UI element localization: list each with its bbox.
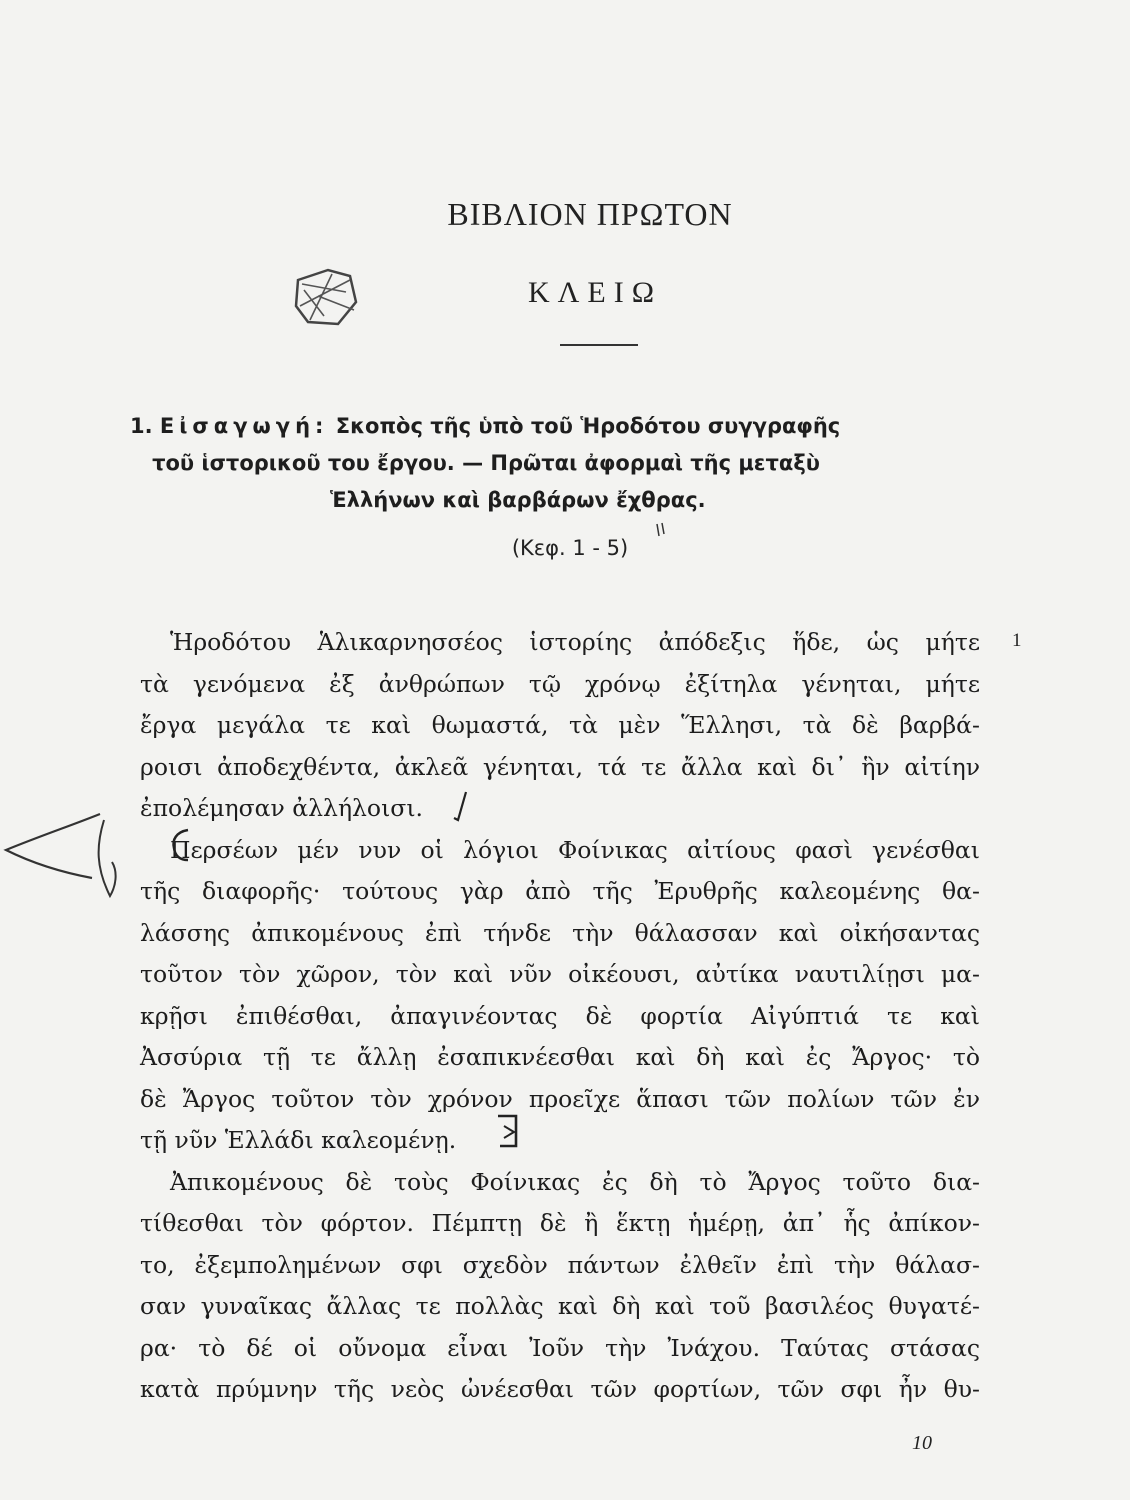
chapter-reference: (Κεφ. 1 - 5) (511, 536, 629, 560)
title-divider (560, 344, 638, 346)
section-heading (130, 408, 980, 519)
text-line: Ἀπικομένους δὲ τοὺς Φοίνικας ἐς δὴ τὸ Ἄργος τοῦτο δια- (170, 1167, 980, 1196)
section-heading-line-2: τοῦ ἱστορικοῦ του ἔργου. — Πρῶται ἀφορμαὶ τῆς μεταξὺ (152, 451, 820, 475)
text-line: κατὰ πρύμνην τῆς νεὸς ὠνέεσθαι τῶν φορτίων, τῶν σφι ἦν θυ- (140, 1375, 980, 1403)
text-line: το, ἐξεμπολημένων σφι σχεδὸν πάντων ἐλθεῖν ἐπὶ τὴν θάλασ- (140, 1250, 980, 1279)
text-line: Ἀσσύρια τῇ τε ἄλλῃ ἐσαπικνέεσθαι καὶ δὴ καὶ ἐς Ἄργος· τὸ (140, 1043, 980, 1071)
text-line: Περσέων μέν νυν οἱ λόγιοι Φοίνικας αἰτίους φασὶ γενέσθαι (170, 835, 980, 864)
body-text (140, 622, 980, 1411)
text-line: κρῇσι ἐπιθέσθαι, ἀπαγινέοντας δὲ φορτία Αἰγύπτιά τε καὶ (140, 1001, 980, 1030)
text-line: τὰ γενόμενα ἐξ ἀνθρώπων τῷ χρόνῳ ἐξίτηλα γένηται, μήτε (140, 669, 980, 698)
section-heading-line-1 (130, 408, 980, 445)
book-title: ΒΙΒΛΙΟΝ ΠΡΩΤΟΝ (447, 196, 733, 232)
text-line: τῆς διαφορῆς· τούτους γὰρ ἀπὸ τῆς Ἐρυθρῆς καλεομένης θα- (140, 877, 980, 905)
text-line: Ἡροδότου Ἁλικαρνησσέος ἱστορίης ἀπόδεξις ἥδε, ὡς μήτε (170, 628, 980, 656)
section-number: 1. (130, 414, 153, 438)
text-line: τοῦτον τὸν χῶρον, τὸν καὶ νῦν οἰκέουσι, αὐτίκα ναυτιλίῃσι μα- (140, 960, 980, 988)
text-line: ροισι ἀποδεχθέντα, ἀκλεᾶ γένηται, τά τε ἄλλα καὶ δι᾽ ἣν αἰτίην (140, 752, 980, 781)
muse-title: ΚΛΕΙΩ (527, 276, 663, 309)
section-title-part-1: Σκοπὸς τῆς ὑπὸ τοῦ Ἡροδότου συγγραφῆς (335, 414, 841, 438)
text-line: λάσσης ἀπικομένους ἐπὶ τήνδε τὴν θάλασσαν καὶ οἰκήσαντας (140, 918, 980, 947)
section-label: Εἰσαγωγή: (159, 414, 329, 438)
text-line: σαν γυναῖκας ἄλλας τε πολλὰς καὶ δὴ καὶ τοῦ βασιλέος θυγατέ- (140, 1292, 980, 1320)
text-line: ρα· τὸ δέ οἱ οὔνομα εἶναι Ἰοῦν τὴν Ἰνάχου. Ταύτας στάσας (140, 1333, 980, 1362)
text-line: ἔργα μεγάλα τε καὶ θωμαστά, τὰ μὲν Ἕλλησι, τὰ δὲ βαρβά- (140, 711, 980, 739)
margin-chapter-number: 1 (1012, 630, 1022, 651)
section-heading-line-3: Ἑλλήνων καὶ βαρβάρων ἔχθρας. (330, 488, 706, 512)
text-line: τίθεσθαι τὸν φόρτον. Πέμπτῃ δὲ ἢ ἕκτῃ ἡμέρῃ, ἀπ᾽ ἧς ἀπίκον- (140, 1209, 980, 1237)
text-line: τῇ νῦν Ἑλλάδι καλεομένῃ. (140, 1126, 457, 1154)
page-number: 10 (912, 1432, 932, 1454)
margin-arrow-annotation (0, 806, 150, 906)
text-line: ἐπολέμησαν ἀλλήλοισι. (140, 794, 424, 822)
text-line: δὲ Ἄργος τοῦτον τὸν χρόνον προεῖχε ἅπασι τῶν πολίων τῶν ἐν (140, 1084, 980, 1113)
